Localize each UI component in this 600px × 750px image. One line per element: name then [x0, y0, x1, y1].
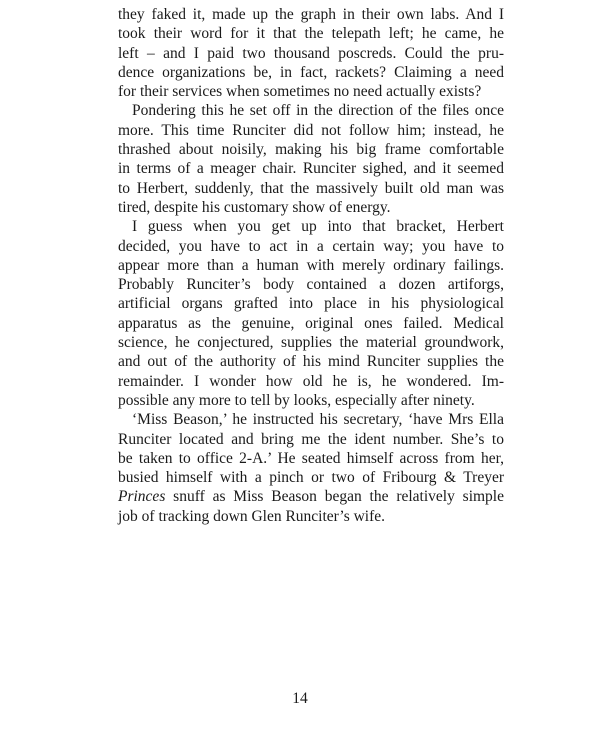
text-line: took their word for it that the telepath left; he came, he — [118, 25, 504, 43]
text-line: busied himself with a pinch or two of Fribourg & Treyer — [118, 469, 504, 487]
text-line: and out of the authority of his mind Runciter supplies the — [118, 353, 504, 371]
text-line: possible any more to tell by looks, especially after ninety. — [118, 391, 475, 409]
text-line: artificial organs grafted into place in his physiological — [118, 295, 504, 313]
paragraph — [118, 410, 504, 526]
text-line — [118, 487, 504, 506]
text-line: ‘Miss Beason,’ he instructed his secretary, ‘have Mrs Ella — [132, 411, 504, 429]
page-number: 14 — [292, 690, 308, 707]
paragraph — [118, 101, 504, 217]
text-line: Probably Runciter’s body contained a dozen artiforgs, — [118, 276, 504, 294]
body-text — [118, 5, 504, 526]
paragraph — [118, 217, 504, 410]
text-line: they faked it, made up the graph in their own labs. And I — [118, 6, 504, 23]
text-line: Runciter located and bring me the ident number. She’s to — [118, 430, 504, 448]
text-run: snuff as Miss Beason began the relatively simple — [165, 488, 504, 506]
text-line: left – and I paid two thousand poscreds. Could the pru- — [118, 44, 504, 62]
text-line: Pondering this he set off in the direction of the files once — [132, 102, 504, 120]
text-line: decided, you have to act in a certain way; you have to — [118, 237, 504, 255]
text-line: dence organizations be, in fact, rackets? Claiming a need — [118, 63, 504, 81]
text-line: be taken to office 2-A.’ He seated himself across from her, — [118, 449, 504, 467]
text-line: more. This time Runciter did not follow him; instead, he — [118, 121, 504, 139]
text-line: appear more than a human with merely ordinary failings. — [118, 256, 504, 274]
text-line: job of tracking down Glen Runciter’s wife. — [118, 507, 386, 525]
text-line: apparatus as the genuine, original ones failed. Medical — [118, 314, 504, 332]
text-line: thrashed about noisily, making his big frame comfortable — [118, 141, 504, 159]
text-line: tired, despite his customary show of energy. — [118, 198, 391, 216]
text-line: to Herbert, suddenly, that the massively built old man was — [118, 179, 504, 197]
text-line: in terms of a meager chair. Runciter sighed, and it seemed — [118, 160, 504, 178]
text-line: remainder. I wonder how old he is, he wondered. Im- — [118, 372, 504, 390]
text-line: for their services when sometimes no need actually exists? — [118, 83, 482, 101]
italic-title: Princes — [118, 488, 166, 506]
text-line: science, he conjectured, supplies the material groundwork, — [118, 334, 504, 352]
paragraph — [118, 5, 504, 101]
text-line: I guess when you get up into that bracket, Herbert — [132, 218, 504, 236]
